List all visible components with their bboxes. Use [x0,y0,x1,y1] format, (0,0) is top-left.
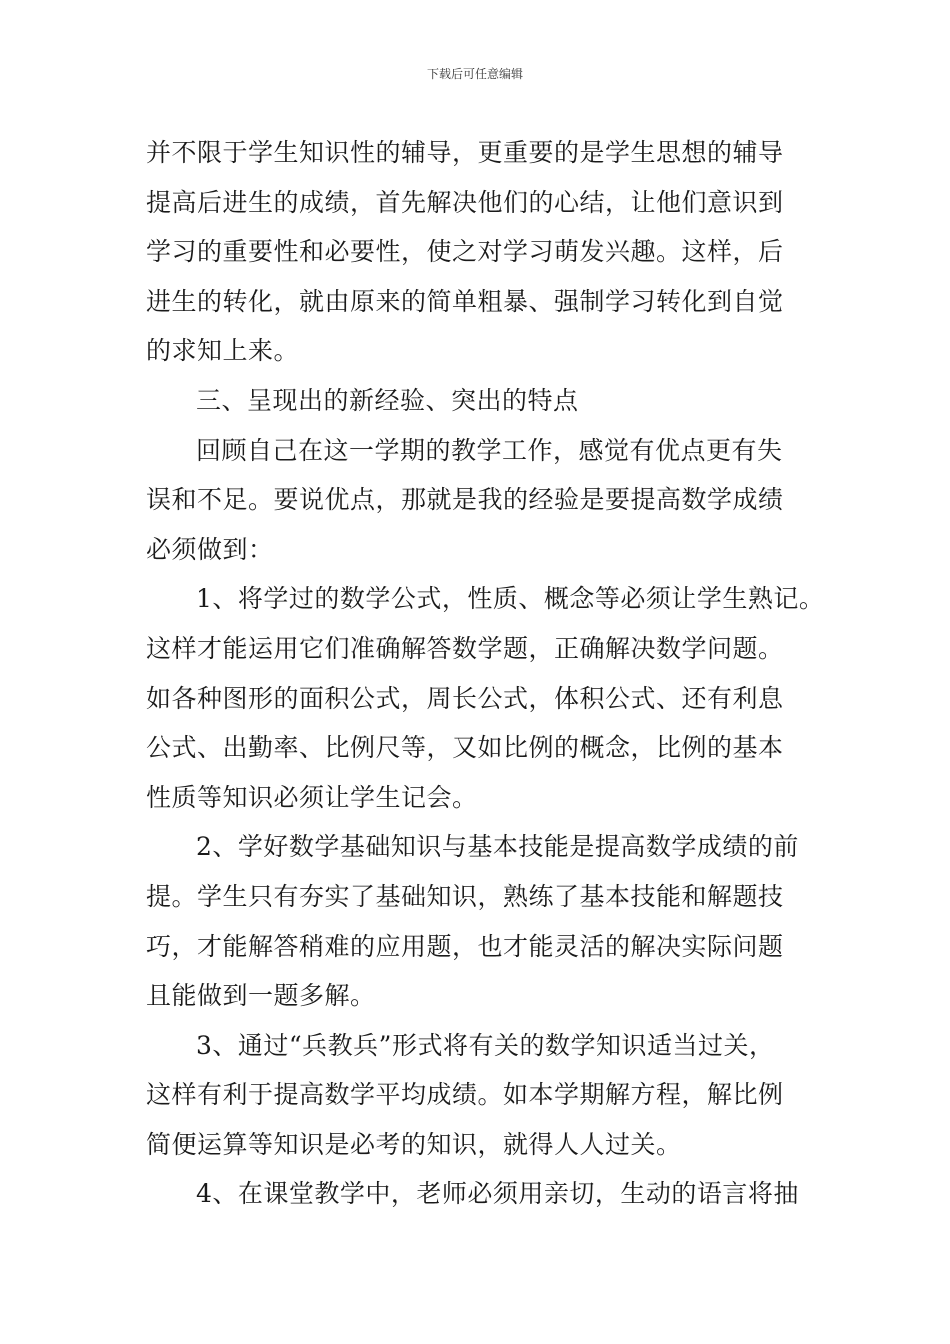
text-line: 这样有利于提高数学平均成绩。如本学期解方程，解比例 [146,1080,784,1110]
text-line: 如各种图形的面积公式，周长公式，体积公式、还有利息 [146,683,784,713]
text-line: 学习的重要性和必要性，使之对学习萌发兴趣。这样，后 [146,237,784,267]
text-line: 三、呈现出的新经验、突出的特点 [196,385,579,415]
document-body [146,128,826,1219]
text-line: 提高后进生的成绩，首先解决他们的心结，让他们意识到 [146,187,784,217]
text-line: 提。学生只有夯实了基础知识，熟练了基本技能和解题技 [146,881,784,911]
page-header: 下载后可任意编辑 [426,67,523,81]
text-line: 必须做到： [146,534,274,564]
text-line: 误和不足。要说优点，那就是我的经验是要提高数学成绩 [146,485,784,515]
text-line: 巧，才能解答稍难的应用题，也才能灵活的解决实际问题 [146,931,784,961]
text-line: 3、通过“兵教兵”形式将有关的数学知识适当过关， [196,1030,775,1060]
text-line: 并不限于学生知识性的辅导，更重要的是学生思想的辅导 [146,138,784,167]
text-line: 回顾自己在这一学期的教学工作，感觉有优点更有失 [196,435,783,465]
text-line: 2、学好数学基础知识与基本技能是提高数学成绩的前 [196,832,799,862]
text-line: 进生的转化，就由原来的简单粗暴、强制学习转化到自觉 [146,286,784,316]
text-line: 1、将学过的数学公式，性质、概念等必须让学生熟记。 [196,584,825,614]
text-line: 公式、出勤率、比例尺等，又如比例的概念，比例的基本 [146,733,784,763]
text-line: 且能做到一题多解。 [146,981,376,1011]
text-line: 的求知上来。 [146,336,300,366]
text-line: 性质等知识必须让学生记会。 [146,782,478,812]
text-line: 简便运算等知识是必考的知识，就得人人过关。 [146,1129,682,1159]
text-line: 这样才能运用它们准确解答数学题，正确解决数学问题。 [146,633,784,663]
text-line: 4、在课堂教学中，老师必须用亲切，生动的语言将抽 [196,1179,799,1209]
